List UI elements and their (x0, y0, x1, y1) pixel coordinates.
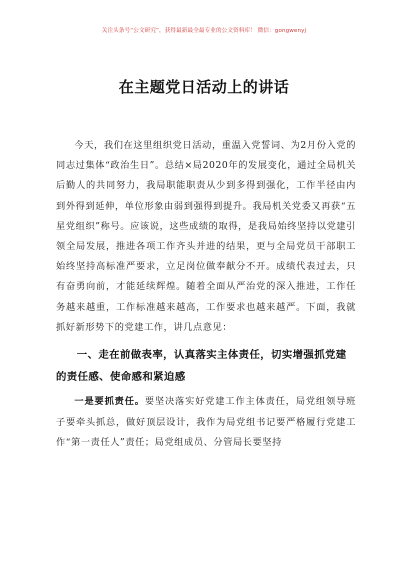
section-heading: 一、走在前做表率，认真落实主体责任，切实增强抓党建的责任感、使命感和紧迫感 (56, 349, 347, 384)
document-body (56, 136, 356, 454)
page-title: 在主题党日活动上的讲话 (118, 78, 290, 96)
body-paragraph: 今天，我们在这里组织党日活动，重温入党誓词、为2月份入党的同志过集体“政治生日”。总结×局2020年的发展变化，通过全局机关后勤人的共同努力，我局职能职责从少到多得到强化，工作半径由内到外得到延伸，单位形象由弱到强得到提升。我局机关党委又再获“五星党组织”称号。应该说，这些成绩的取得，是我局始终坚持以党建引领全局发展，推进各项工作齐头并进的结果，更与全局党员干部职工始终坚持高标准严要求，立足岗位做奉献分不开。成绩代表过去，只有奋勇向前，才能延续辉煌。随着全面从严治党的深入推进，工作任务越来越重，工作标准越来越高，工作要求也越来越严。下面，我就抓好新形势下的党建工作，讲几点意见： (56, 140, 356, 333)
paragraph-lead: 一是要抓责任。 (74, 396, 145, 408)
body-paragraph (56, 392, 356, 454)
promo-banner: 关注头条号“公文研究”，获得最新最全最专业的公文资料库！ 微信：gongwenyj (101, 28, 307, 34)
paragraph-text: 要坚决落实好党建工作主体责任，局党组领导班子要牵头抓总，做好顶层设计，我作为局党组书记要严格履行党建工作“第一责任人”责任；局党组成员、分管局长要坚持 (56, 396, 356, 449)
